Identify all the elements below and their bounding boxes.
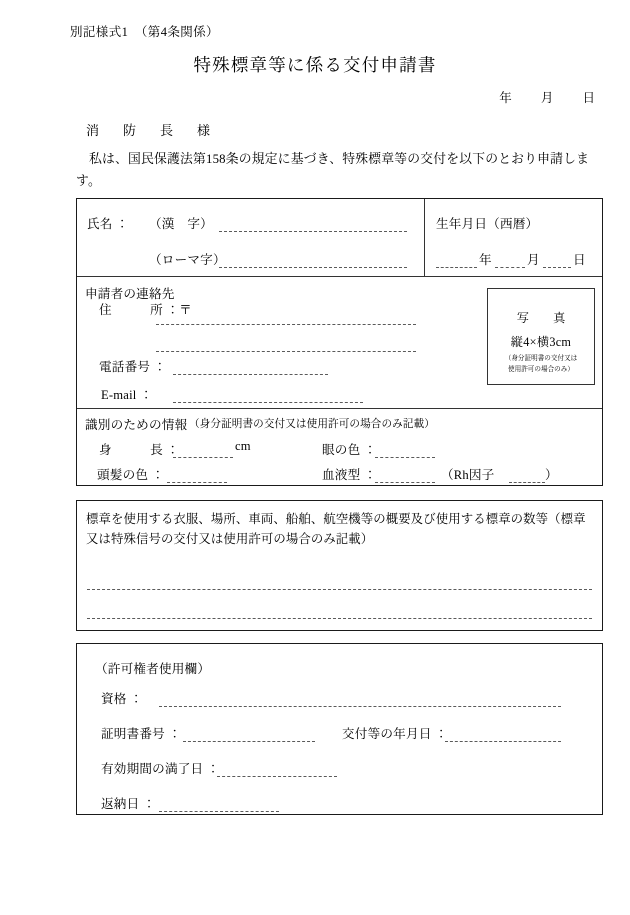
birth-year-rule[interactable] xyxy=(436,267,477,268)
contact-heading: 申請者の連絡先 xyxy=(85,287,175,301)
email-label: E‐mail ： xyxy=(101,388,153,402)
expiry-date-rule[interactable] xyxy=(217,776,337,777)
photo-size: 縦4×横3cm xyxy=(510,335,572,349)
birth-day-label: 日 xyxy=(573,253,586,267)
address-label: 住 所 ：〒 xyxy=(99,303,192,317)
rh-factor-close: ） xyxy=(545,468,558,482)
birth-month-label: 月 xyxy=(527,253,540,267)
address-rule-2[interactable] xyxy=(156,351,416,352)
phone-rule[interactable] xyxy=(173,374,328,375)
email-rule[interactable] xyxy=(173,402,363,403)
divider-name-birth xyxy=(424,199,425,276)
return-date-rule[interactable] xyxy=(159,811,279,812)
qualification-rule[interactable] xyxy=(159,706,561,707)
intro-paragraph: 私は、国民保護法第158条の規定に基づき、特殊標章等の交付を以下のとおり申請します。 xyxy=(76,152,590,188)
identification-heading: 識別のための情報 xyxy=(85,418,188,432)
return-date-label: 返納日 ： xyxy=(101,797,156,811)
eye-color-rule[interactable] xyxy=(375,457,435,458)
expiry-date-label: 有効期間の満了日 ： xyxy=(101,762,220,776)
issue-date-label: 交付等の年月日 ： xyxy=(342,727,448,741)
name-label: 氏名 ： xyxy=(87,217,129,231)
photo-note-line-1: （身分証明書の交付又は xyxy=(504,355,578,362)
photo-note-line-2: 使用許可の場合のみ） xyxy=(508,366,574,373)
date-day-label: 日 xyxy=(582,91,595,105)
blood-type-rule[interactable] xyxy=(375,482,435,483)
birth-year-label: 年 xyxy=(479,253,492,267)
hair-color-rule[interactable] xyxy=(167,482,227,483)
divider-name-contact xyxy=(77,276,602,277)
romaji-label: （ローマ字） xyxy=(149,253,226,267)
identification-heading-note: （身分証明書の交付又は使用許可の場合のみ記載） xyxy=(189,419,435,430)
hair-color-label: 頭髪の色 ： xyxy=(97,468,165,482)
emblem-usage-section xyxy=(76,500,603,631)
rh-factor-rule[interactable] xyxy=(509,482,545,483)
emblem-usage-rule-1[interactable] xyxy=(87,589,592,590)
emblem-usage-rule-2[interactable] xyxy=(87,618,592,619)
submission-date-line xyxy=(0,88,595,106)
kanji-label: （漢 字） xyxy=(149,217,213,231)
kanji-input-rule[interactable] xyxy=(219,231,407,232)
document-title: 特殊標章等に係る交付申請書 xyxy=(193,55,437,75)
address-rule-1[interactable] xyxy=(156,324,416,325)
emblem-usage-description: 標章を使用する衣服、場所、車両、船舶、航空機等の概要及び使用する標章の数等（標章又は特殊信号の交付又は使用許可の場合のみ記載） xyxy=(86,512,586,546)
qualification-label: 資格 ： xyxy=(101,692,143,706)
date-year-label: 年 xyxy=(499,91,512,105)
addressee: 消 防 長 様 xyxy=(86,123,216,138)
permit-heading: （許可権者使用欄） xyxy=(95,662,211,676)
birth-month-rule[interactable] xyxy=(495,267,525,268)
romaji-input-rule[interactable] xyxy=(219,267,407,268)
divider-contact-identification xyxy=(77,408,602,409)
birth-day-rule[interactable] xyxy=(543,267,571,268)
birthdate-label: 生年月日（西暦） xyxy=(436,217,539,231)
rh-factor-label: （Rh因子 xyxy=(441,468,495,482)
permit-holder-section xyxy=(76,643,603,815)
certificate-number-label: 証明書番号 ： xyxy=(101,727,182,741)
form-code: 別記様式1 （第4条関係） xyxy=(70,25,219,39)
phone-label: 電話番号 ： xyxy=(99,360,167,374)
certificate-number-rule[interactable] xyxy=(183,741,315,742)
blood-type-label: 血液型 ： xyxy=(322,468,377,482)
eye-color-label: 眼の色 ： xyxy=(322,443,377,457)
photo-title: 写 真 xyxy=(516,311,572,325)
height-rule[interactable] xyxy=(173,457,233,458)
photo-placeholder-box xyxy=(487,288,595,385)
issue-date-rule[interactable] xyxy=(445,741,561,742)
height-label: 身 長 ： xyxy=(99,443,180,457)
height-unit: cm xyxy=(235,439,251,453)
date-month-label: 月 xyxy=(540,91,554,105)
